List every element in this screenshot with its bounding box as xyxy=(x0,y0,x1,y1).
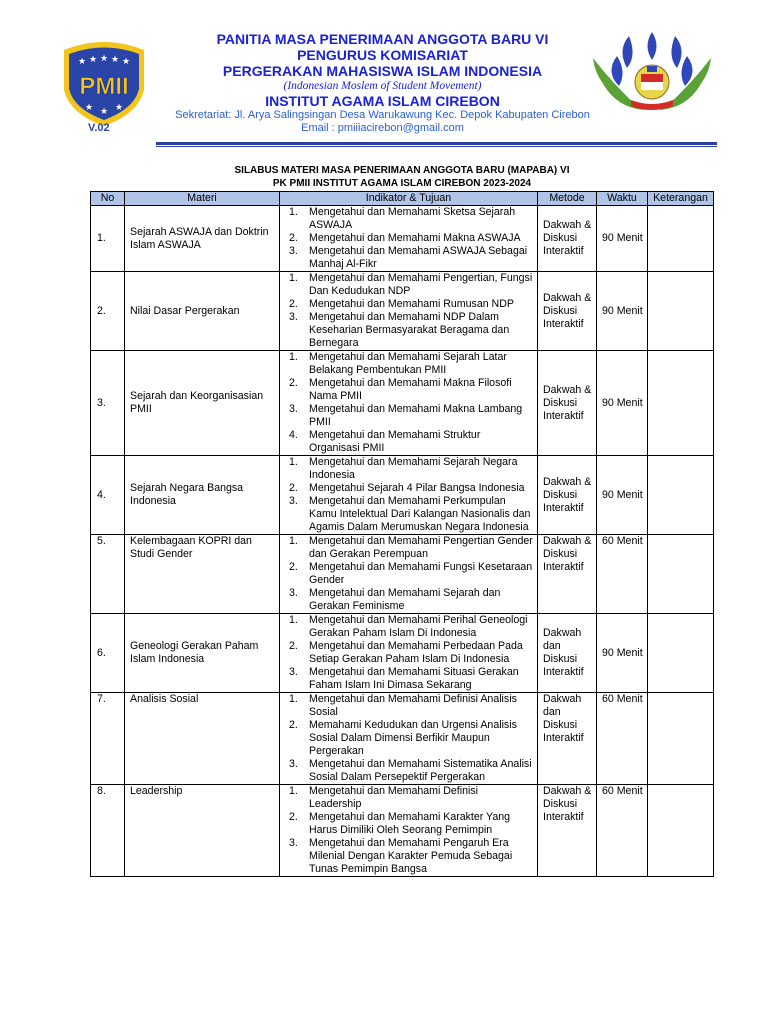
indikator-text: Mengetahui dan Memahami Karakter Yang Harus Dimiliki Oleh Seorang Pemimpin xyxy=(309,811,511,836)
indikator-item xyxy=(283,495,533,534)
cell-keterangan xyxy=(648,614,714,693)
indikator-number: 3. xyxy=(289,837,298,849)
cell-metode: Dakwah & Diskusi Interaktif xyxy=(538,351,597,456)
cell-metode: Dakwah & Diskusi Interaktif xyxy=(538,206,597,272)
indikator-item xyxy=(283,587,533,613)
header-tagline: (Indonesian Moslem of Student Movement) xyxy=(283,80,482,92)
indikator-text: Mengetahui dan Memahami Struktur Organisasi PMII xyxy=(309,429,481,454)
svg-text:★: ★ xyxy=(122,57,131,67)
cell-no: 4. xyxy=(91,456,125,535)
cell-indikator xyxy=(280,785,538,877)
cell-indikator xyxy=(280,535,538,614)
indikator-item xyxy=(283,640,533,666)
indikator-item xyxy=(283,232,533,245)
indikator-item xyxy=(283,811,533,837)
indikator-list xyxy=(283,785,533,876)
indikator-list xyxy=(283,535,533,613)
indikator-item xyxy=(283,785,533,811)
indikator-text: Mengetahui dan Memahami Sistematika Analisi Sosial Dalam Persepektif Pergerakan xyxy=(309,758,532,783)
indikator-number: 3. xyxy=(289,495,298,507)
indikator-text: Mengetahui dan Memahami Definisi Leadership xyxy=(309,785,478,810)
cell-materi: Geneologi Gerakan Paham Islam Indonesia xyxy=(125,614,280,693)
header-line-1: PANITIA MASA PENERIMAAN ANGGOTA BARU VI xyxy=(216,31,549,47)
cell-keterangan xyxy=(648,351,714,456)
syllabus-table-body xyxy=(91,206,714,877)
table-row xyxy=(91,785,714,877)
indikator-text: Mengetahui dan Memahami Pengertian Gender dan Gerakan Perempuan xyxy=(309,535,533,560)
indikator-number: 3. xyxy=(289,245,298,257)
svg-text:★: ★ xyxy=(78,57,87,67)
indikator-number: 3. xyxy=(289,666,298,678)
cell-materi: Leadership xyxy=(125,785,280,877)
col-header-no: No xyxy=(91,192,125,206)
indikator-text: Mengetahui dan Memahami Situasi Gerakan Faham Islam Ini Dimasa Sekarang xyxy=(309,666,519,691)
cell-keterangan xyxy=(648,535,714,614)
indikator-item xyxy=(283,758,533,784)
cell-keterangan xyxy=(648,206,714,272)
cell-metode: Dakwah dan Diskusi Interaktif xyxy=(538,693,597,785)
indikator-number: 3. xyxy=(289,403,298,415)
indikator-text: Mengetahui dan Memahami Definisi Analisis Sosial xyxy=(309,693,517,718)
cell-materi: Nilai Dasar Pergerakan xyxy=(125,272,280,351)
cell-metode: Dakwah dan Diskusi Interaktif xyxy=(538,614,597,693)
indikator-number: 2. xyxy=(289,232,298,244)
indikator-item xyxy=(283,206,533,232)
cell-indikator xyxy=(280,272,538,351)
indikator-number: 3. xyxy=(289,758,298,770)
col-header-metode: Metode xyxy=(538,192,597,206)
indikator-text: Mengetahui dan Memahami Sketsa Sejarah ASWAJA xyxy=(309,206,516,231)
indikator-text: Mengetahui dan Memahami Fungsi Kesetaraan Gender xyxy=(309,561,533,586)
indikator-number: 2. xyxy=(289,561,298,573)
svg-text:★: ★ xyxy=(100,54,109,64)
indikator-number: 2. xyxy=(289,298,298,310)
indikator-item xyxy=(283,535,533,561)
indikator-text: Mengetahui dan Memahami Perkumpulan Kamu Intelektual Dari Kalangan Nasionalis dan Agamis Dalam Merumuskan Negara Indonesia xyxy=(309,495,531,533)
header-institution: INSTITUT AGAMA ISLAM CIREBON xyxy=(265,93,500,109)
indikator-number: 2. xyxy=(289,377,298,389)
indikator-list xyxy=(283,206,533,271)
indikator-item xyxy=(283,482,533,495)
table-row xyxy=(91,206,714,272)
indikator-list xyxy=(283,351,533,455)
indikator-text: Mengetahui dan Memahami Perihal Geneologi Gerakan Paham Islam Di Indonesia xyxy=(309,614,528,639)
indikator-number: 4. xyxy=(289,429,298,441)
svg-text:★: ★ xyxy=(111,55,120,65)
cell-metode: Dakwah & Diskusi Interaktif xyxy=(538,272,597,351)
indikator-text: Mengetahui dan Memahami ASWAJA Sebagai Manhaj Al-Fikr xyxy=(309,245,528,270)
indikator-text: Mengetahui dan Memahami Sejarah Negara Indonesia xyxy=(309,456,518,481)
cell-materi: Analisis Sosial xyxy=(125,693,280,785)
indikator-text: Mengetahui dan Memahami Pengaruh Era Milenial Dengan Karakter Pemuda Sebagai Tunas Pemimpin Bangsa xyxy=(309,837,513,875)
svg-text:★: ★ xyxy=(85,103,94,113)
col-header-indikator: Indikator & Tujuan xyxy=(280,192,538,206)
cell-indikator xyxy=(280,351,538,456)
indikator-text: Mengetahui dan Memahami Makna ASWAJA xyxy=(309,232,521,244)
cell-keterangan xyxy=(648,693,714,785)
indikator-list xyxy=(283,456,533,534)
table-row xyxy=(91,693,714,785)
cell-no: 7. xyxy=(91,693,125,785)
col-header-materi: Materi xyxy=(125,192,280,206)
indikator-number: 1. xyxy=(289,351,298,363)
indikator-text: Mengetahui dan Memahami Makna Filosofi Nama PMII xyxy=(309,377,512,402)
cell-no: 5. xyxy=(91,535,125,614)
document-subtitle: PK PMII INSTITUT AGAMA ISLAM CIREBON 2023-2024 xyxy=(272,178,532,189)
indikator-number: 1. xyxy=(289,535,298,547)
cell-waktu: 90 Menit xyxy=(597,614,648,693)
header-divider-thin xyxy=(156,146,717,147)
indikator-text: Mengetahui dan Memahami Makna Lambang PMII xyxy=(309,403,523,428)
document-title: SILABUS MATERI MASA PENERIMAAN ANGGOTA BARU (MAPABA) VI xyxy=(234,165,570,176)
indikator-number: 1. xyxy=(289,206,298,218)
indikator-item xyxy=(283,561,533,587)
indikator-item xyxy=(283,351,533,377)
header-line-3: PERGERAKAN MAHASISWA ISLAM INDONESIA xyxy=(222,63,543,79)
table-row xyxy=(91,272,714,351)
cell-keterangan xyxy=(648,272,714,351)
svg-text:★: ★ xyxy=(115,103,124,113)
cell-no: 3. xyxy=(91,351,125,456)
indikator-number: 2. xyxy=(289,719,298,731)
col-header-keterangan: Keterangan xyxy=(648,192,714,206)
header-address: Sekretariat: Jl. Arya Salingsingan Desa Warukawung Kec. Depok Kabupaten Cirebon xyxy=(175,109,590,121)
cell-no: 6. xyxy=(91,614,125,693)
indikator-text: Memahami Kedudukan dan Urgensi Analisis Sosial Dalam Dimensi Berfikir Maupun Pergerakan xyxy=(309,719,517,757)
indikator-text: Mengetahui Sejarah 4 Pilar Bangsa Indonesia xyxy=(309,482,525,494)
indikator-number: 1. xyxy=(289,272,298,284)
cell-indikator xyxy=(280,206,538,272)
indikator-text: Mengetahui dan Memahami Rumusan NDP xyxy=(309,298,514,310)
table-row xyxy=(91,351,714,456)
indikator-item xyxy=(283,311,533,350)
cell-metode: Dakwah & Diskusi Interaktif xyxy=(538,456,597,535)
svg-text:★: ★ xyxy=(100,107,109,117)
indikator-item xyxy=(283,403,533,429)
indikator-item xyxy=(283,614,533,640)
col-header-waktu: Waktu xyxy=(597,192,648,206)
cell-waktu: 60 Menit xyxy=(597,693,648,785)
indikator-item xyxy=(283,837,533,876)
cell-no: 8. xyxy=(91,785,125,877)
cell-waktu: 90 Menit xyxy=(597,272,648,351)
indikator-list xyxy=(283,272,533,350)
indikator-text: Mengetahui dan Memahami Perbedaan Pada Setiap Gerakan Paham Islam Di Indonesia xyxy=(309,640,523,665)
indikator-item xyxy=(283,272,533,298)
indikator-list xyxy=(283,614,533,692)
cell-keterangan xyxy=(648,456,714,535)
indikator-text: Mengetahui dan Memahami Pengertian, Fungsi Dan Kedudukan NDP xyxy=(309,272,533,297)
table-row xyxy=(91,456,714,535)
cell-materi: Sejarah dan Keorganisasian PMII xyxy=(125,351,280,456)
indikator-number: 3. xyxy=(289,311,298,323)
cell-waktu: 60 Menit xyxy=(597,785,648,877)
indikator-number: 3. xyxy=(289,587,298,599)
indikator-number: 2. xyxy=(289,640,298,652)
cell-waktu: 90 Menit xyxy=(597,351,648,456)
cell-metode: Dakwah & Diskusi Interaktif xyxy=(538,785,597,877)
indikator-item xyxy=(283,719,533,758)
indikator-number: 1. xyxy=(289,456,298,468)
indikator-item xyxy=(283,456,533,482)
indikator-item xyxy=(283,298,533,311)
indikator-item xyxy=(283,245,533,271)
cell-materi: Sejarah ASWAJA dan Doktrin Islam ASWAJA xyxy=(125,206,280,272)
indikator-text: Mengetahui dan Memahami Sejarah dan Gerakan Feminisme xyxy=(309,587,501,612)
indikator-text: Mengetahui dan Memahami Sejarah Latar Belakang Pembentukan PMII xyxy=(309,351,507,376)
cell-waktu: 90 Menit xyxy=(597,456,648,535)
header-divider-thick xyxy=(156,142,717,145)
table-row xyxy=(91,535,714,614)
header-email: Email : pmiiiacirebon@gmail.com xyxy=(301,122,464,134)
logo-text: PMII xyxy=(79,73,129,100)
cell-no: 2. xyxy=(91,272,125,351)
indikator-number: 2. xyxy=(289,482,298,494)
indikator-item xyxy=(283,377,533,403)
indikator-item xyxy=(283,429,533,455)
svg-text:★: ★ xyxy=(89,55,98,65)
indikator-item xyxy=(283,666,533,692)
syllabus-table xyxy=(90,191,714,877)
cell-waktu: 60 Menit xyxy=(597,535,648,614)
cell-keterangan xyxy=(648,785,714,877)
indikator-number: 1. xyxy=(289,614,298,626)
cell-no: 1. xyxy=(91,206,125,272)
cell-waktu: 90 Menit xyxy=(597,206,648,272)
indikator-number: 1. xyxy=(289,785,298,797)
cell-materi: Sejarah Negara Bangsa Indonesia xyxy=(125,456,280,535)
version-label: V.02 xyxy=(88,122,110,134)
cell-indikator xyxy=(280,693,538,785)
indikator-number: 2. xyxy=(289,811,298,823)
cell-metode: Dakwah & Diskusi Interaktif xyxy=(538,535,597,614)
table-row xyxy=(91,614,714,693)
indikator-item xyxy=(283,693,533,719)
cell-indikator xyxy=(280,614,538,693)
indikator-number: 1. xyxy=(289,693,298,705)
table-header-row xyxy=(91,192,714,206)
header-line-2: PENGURUS KOMISARIAT xyxy=(297,47,468,63)
cell-materi: Kelembagaan KOPRI dan Studi Gender xyxy=(125,535,280,614)
indikator-list xyxy=(283,693,533,784)
indikator-text: Mengetahui dan Memahami NDP Dalam Keseharian Bermasyarakat Beragama dan Bernegara xyxy=(309,311,510,349)
cell-indikator xyxy=(280,456,538,535)
